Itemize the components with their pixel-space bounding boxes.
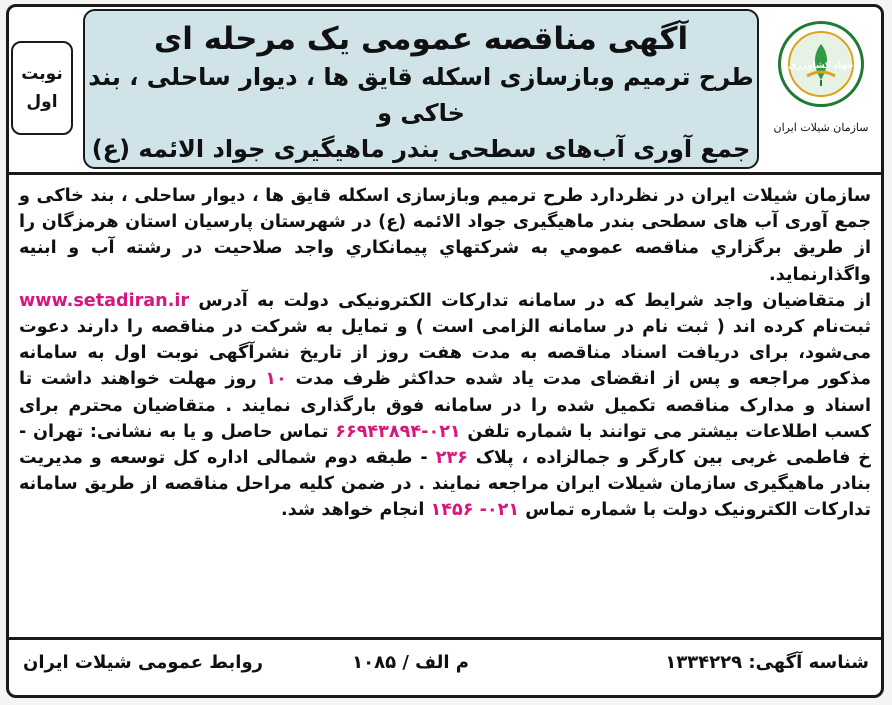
footer-divider [9,637,881,640]
ad-subtitle-line1: طرح ترمیم وبازسازی اسکله قایق ها ، دیوار ساحلی ، بند خاکی و [88,63,754,127]
support-phone: ۰۲۱- ۱۴۵۶ [430,500,520,521]
title-panel [83,9,759,169]
deadline-days: ۱۰ [265,369,287,390]
body-paragraph-1: سازمان شیلات ایران در نظردارد طرح ترمیم وبازسازی اسکله قایق ها ، دیوار ساحلی ، بند خاکی و جمع آوری آب های سطحی بندر ماهیگیری جواد الائمه (ع) در شهرستان پارسیان استان هرمزگان را از طريق برگزاري مناقصه عمومي به شركتهاي پيمانكاري واجد صلاحيت در رشته آب و ابنيه واگذارنمايد. [19,186,871,285]
header [9,7,881,175]
organization-logo [765,11,877,169]
advertisement-frame [6,4,884,698]
contact-phone: ۰۲۱-۶۶۹۴۳۸۹۴ [335,421,461,442]
ad-id: شناسه آگهی: ۱۳۳۴۲۲۹ [665,652,869,673]
publication-turn-box [11,41,73,135]
publisher: روابط عمومی شیلات ایران [23,652,264,673]
ad-reference: م الف / ۱۰۸۵ [352,652,469,673]
footer [23,652,869,682]
turn-value: اول [26,92,58,112]
ad-title: آگهی مناقصه عمومی یک مرحله ای [153,21,689,57]
setadiran-link[interactable]: www.setadiran.ir [19,290,190,311]
body-paragraph-2: از متقاضیان واجد شرایط که در سامانه تدارکات الکترونیکی دولت به آدرس www.setadiran.ir ثبت‌نام کرده اند ( ثبت نام در سامانه الزامی است ) و تمایل به شرکت در مناقصه را دارند دعوت می‌شود، برای دریافت اسناد مناقصه به مدت هفت روز از تاریخ نشرآگهی نوبت اول به سامانه مذکور مراجعه و پس از انقضای مدت یاد شده حداکثر ظرف مدت ۱۰ روز مهلت خواهند داشت تا اسناد و مدارک مناقصه تکمیل شده را در سامانه فوق بارگذاری نمایند . متقاضیان محترم برای کسب اطلاعات بیشتر می توانند با شماره تلفن ۰۲۱-۶۶۹۴۳۸۹۴ تماس حاصل و یا به نشانی: تهران - خ فاطمی غربی بین کارگر و جمالزاده ، پلاک ۲۳۶ - طبقه دوم شمالی اداره کل توسعه و مدیریت بنادر ماهیگیری سازمان شیلات ایران مراجعه نمایند . در ضمن کلیه مراحل مناقصه از طریق سامانه تدارکات الکترونیک دولت با شماره تماس ۰۲۱- ۱۴۵۶ انجام خواهد شد. [19,290,871,521]
ad-subtitle-line2: جمع آوری آب‌های سطحی بندر ماهیگیری جواد الائمه (ع) [91,135,751,163]
plaque-number: ۲۳۶ [435,448,468,469]
turn-label: نوبت [21,64,63,84]
logo-caption: سازمان شیلات ایران [773,121,869,134]
ad-body [19,183,871,524]
logo-text: جهاد کشاورزی [788,61,854,71]
jahad-keshavarzi-logo-icon [778,21,864,107]
